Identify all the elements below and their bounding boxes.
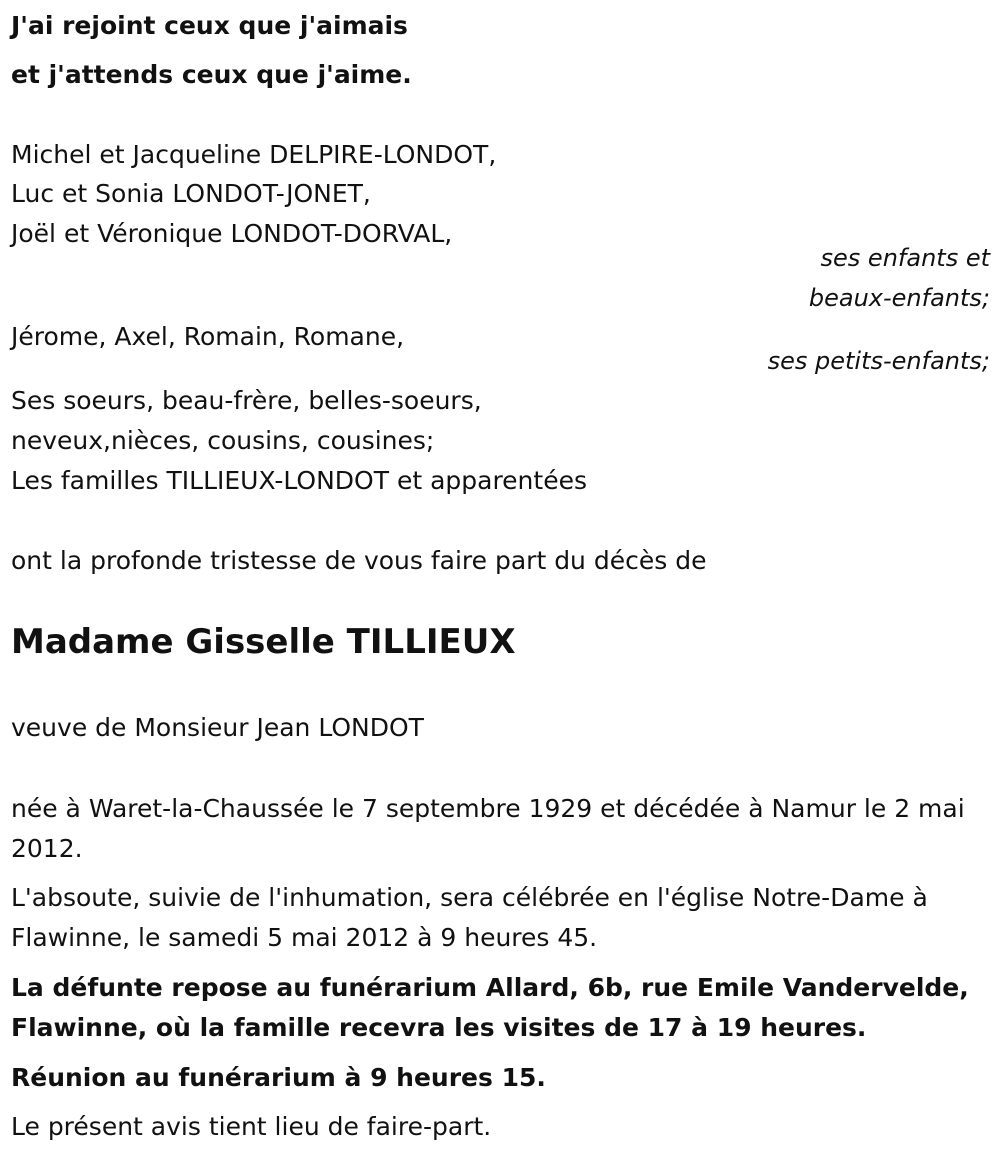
- grandchildren-names: Jérome, Axel, Romain, Romane,: [11, 322, 405, 351]
- spouse-line: veuve de Monsieur Jean LONDOT: [11, 713, 424, 742]
- family-line-1: Ses soeurs, beau-frère, belles-soeurs,: [11, 386, 482, 415]
- quote-line-1: J'ai rejoint ceux que j'aimais: [11, 11, 408, 40]
- grandchildren-role: ses petits-enfants;: [767, 347, 990, 375]
- children-role-line-1: ses enfants et: [820, 244, 990, 272]
- child-couple-3: Joël et Véronique LONDOT-DORVAL,: [11, 219, 453, 248]
- birth-death-paragraph: née à Waret-la-Chaussée le 7 septembre 1929 et décédée à Namur le 2 mai 2012.: [11, 794, 965, 863]
- announcement: ont la profonde tristesse de vous faire part du décès de: [11, 546, 707, 575]
- quote-line-2: et j'attends ceux que j'aime.: [11, 60, 412, 89]
- meeting-line: Réunion au funérarium à 9 heures 15.: [11, 1063, 546, 1092]
- deceased-name: Madame Gisselle TILLIEUX: [11, 622, 516, 662]
- notice-line: Le présent avis tient lieu de faire-part.: [11, 1112, 492, 1141]
- child-couple-1: Michel et Jacqueline DELPIRE-LONDOT,: [11, 140, 497, 169]
- family-line-2: neveux,nièces, cousins, cousines;: [11, 426, 435, 455]
- family-line-3: Les familles TILLIEUX-LONDOT et apparentées: [11, 466, 587, 495]
- children-role-line-2: beaux-enfants;: [808, 284, 990, 312]
- ceremony-paragraph: L'absoute, suivie de l'inhumation, sera célébrée en l'église Notre-Dame à Flawinne, le samedi 5 mai 2012 à 9 heures 45.: [11, 883, 928, 952]
- child-couple-2: Luc et Sonia LONDOT-JONET,: [11, 179, 371, 208]
- funeral-home-paragraph: La défunte repose au funérarium Allard, 6b, rue Emile Vandervelde, Flawinne, où la famille recevra les visites de 17 à 19 heures.: [11, 973, 969, 1042]
